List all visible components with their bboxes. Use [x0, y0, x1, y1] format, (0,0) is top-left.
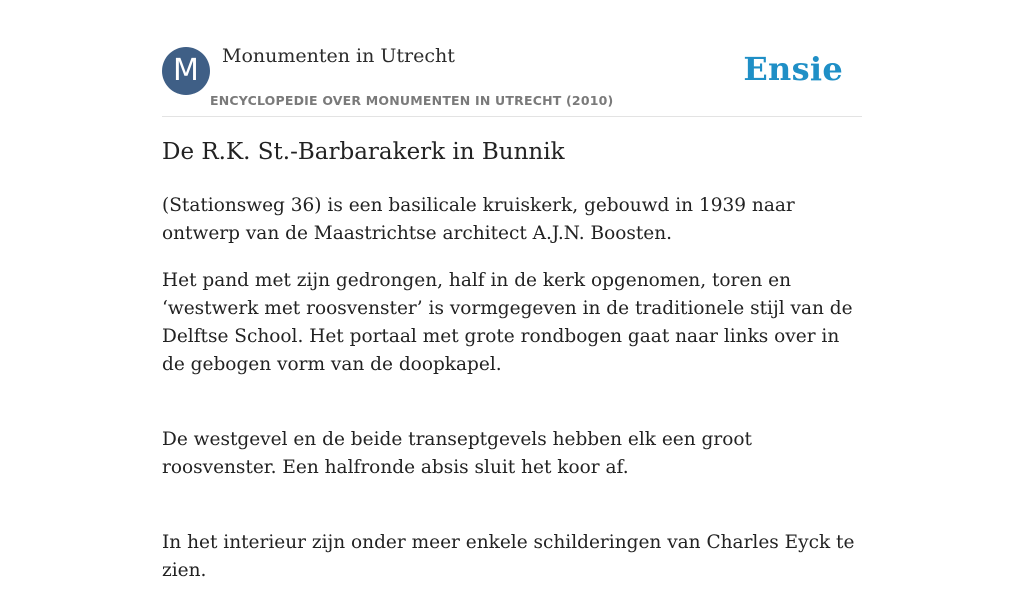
- paragraph-spacer: [162, 501, 867, 529]
- source-title-link[interactable]: Monumenten in Utrecht: [222, 45, 455, 67]
- paragraph-facades: De westgevel en de beide transeptgevels hebben elk een groot roosvenster. Een halfronde absis sluit het koor af.: [162, 429, 752, 478]
- article-body: [162, 192, 867, 604]
- paragraph-spacer: [162, 398, 867, 426]
- article-title: De R.K. St.-Barbarakerk in Bunnik: [162, 139, 565, 165]
- paragraph-intro: (Stationsweg 36) is een basilicale kruiskerk, gebouwd in 1939 naar ontwerp van de Maastrichtse architect A.J.N. Boosten.: [162, 195, 795, 244]
- source-subtitle: ENCYCLOPEDIE OVER MONUMENTEN IN UTRECHT (2010): [210, 93, 614, 108]
- paragraph-tower: Het pand met zijn gedrongen, half in de kerk opgenomen, toren en ‘westwerk met roosvenster’ is vormgegeven in de traditionele stijl van de Delftse School. Het portaal met grote rondbogen gaat naar links over in de gebogen vorm van de doopkapel.: [162, 270, 853, 375]
- paragraph-interior: In het interieur zijn onder meer enkele schilderingen van Charles Eyck te zien.: [162, 532, 855, 581]
- ensie-logo[interactable]: Ensie: [743, 50, 843, 88]
- source-header: [162, 0, 862, 117]
- source-avatar[interactable]: M: [162, 47, 210, 95]
